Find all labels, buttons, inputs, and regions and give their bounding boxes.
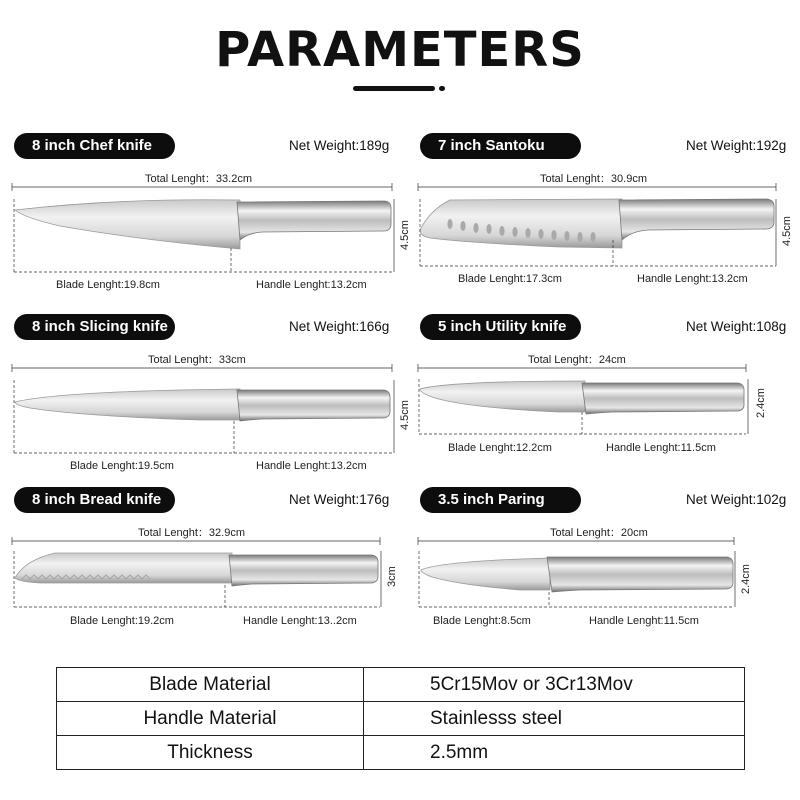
- spec-label: Blade Material: [57, 668, 364, 702]
- utility-knife-blade-length: Blade Lenght:12.2cm: [448, 442, 552, 454]
- material-spec-table: [56, 667, 745, 770]
- santoku-knife-image: [420, 199, 774, 248]
- santoku-knife-handle-length: Handle Lenght:13.2cm: [637, 273, 748, 285]
- slicing-knife-height: 4.5cm: [399, 400, 411, 430]
- santoku-knife-height: 4.5cm: [781, 216, 793, 246]
- table-row: [57, 702, 745, 736]
- spec-label: Thickness: [57, 736, 364, 770]
- page-title: PARAMETERS: [215, 22, 585, 78]
- slicing-knife-image: [15, 389, 390, 421]
- paring-knife-height: 2.4cm: [740, 564, 752, 594]
- bread-knife-image: [15, 553, 378, 586]
- chef-knife-handle-length: Handle Lenght:13.2cm: [256, 279, 367, 291]
- table-row: [57, 668, 745, 702]
- spec-value: 2.5mm: [364, 736, 745, 770]
- chef-knife-net-weight: Net Weight:189g: [289, 138, 390, 153]
- utility-knife-height: 2.4cm: [755, 388, 767, 418]
- santoku-knife-total-length: Total Lenght：30.9cm: [540, 173, 648, 185]
- santoku-knife-name-badge: 7 inch Santoku knife: [420, 133, 581, 159]
- utility-knife-handle-length: Handle Lenght:11.5cm: [606, 442, 716, 454]
- slicing-knife-net-weight: Net Weight:166g: [289, 319, 390, 334]
- santoku-knife-net-weight: Net Weight:192g: [686, 138, 787, 153]
- chef-knife-blade-length: Blade Lenght:19.8cm: [56, 279, 160, 291]
- utility-knife-name-badge: 5 inch Utility knife: [420, 314, 581, 340]
- bread-knife-total-length: Total Lenght：32.9cm: [138, 527, 246, 539]
- slicing-knife-handle-length: Handle Lenght:13.2cm: [256, 460, 367, 472]
- slicing-knife-total-length: Total Lenght：33cm: [148, 354, 246, 366]
- chef-knife-name-badge: 8 inch Chef knife: [14, 133, 175, 159]
- santoku-knife-blade-length: Blade Lenght:17.3cm: [458, 273, 562, 285]
- bread-knife-height: 3cm: [386, 566, 398, 587]
- spec-value: Stainlesss steel: [364, 702, 745, 736]
- utility-knife-total-length: Total Lenght：24cm: [528, 354, 626, 366]
- paring-knife-image: [421, 557, 733, 592]
- utility-knife-image: [420, 381, 744, 414]
- spec-label: Handle Material: [57, 702, 364, 736]
- chef-knife-total-length: Total Lenght：33.2cm: [145, 173, 253, 185]
- utility-knife-net-weight: Net Weight:108g: [686, 319, 787, 334]
- paring-knife-handle-length: Handle Lenght:11.5cm: [589, 615, 699, 627]
- chef-knife-height: 4.5cm: [399, 220, 411, 250]
- chef-knife-image: [15, 200, 391, 249]
- paring-knife-net-weight: Net Weight:102g: [686, 492, 787, 507]
- bread-knife-blade-length: Blade Lenght:19.2cm: [70, 615, 174, 627]
- bread-knife-handle-length: Handle Lenght:13..2cm: [243, 615, 357, 627]
- slicing-knife-name-badge: 8 inch Slicing knife: [14, 314, 175, 340]
- table-row: [57, 736, 745, 770]
- paring-knife-total-length: Total Lenght：20cm: [550, 527, 648, 539]
- spec-value: 5Cr15Mov or 3Cr13Mov: [364, 668, 745, 702]
- paring-knife-blade-length: Blade Lenght:8.5cm: [433, 615, 531, 627]
- bread-knife-name-badge: 8 inch Bread knife: [14, 487, 175, 513]
- paring-knife-name-badge: 3.5 inch Paring knife: [420, 487, 581, 513]
- bread-knife-net-weight: Net Weight:176g: [289, 492, 390, 507]
- slicing-knife-blade-length: Blade Lenght:19.5cm: [70, 460, 174, 472]
